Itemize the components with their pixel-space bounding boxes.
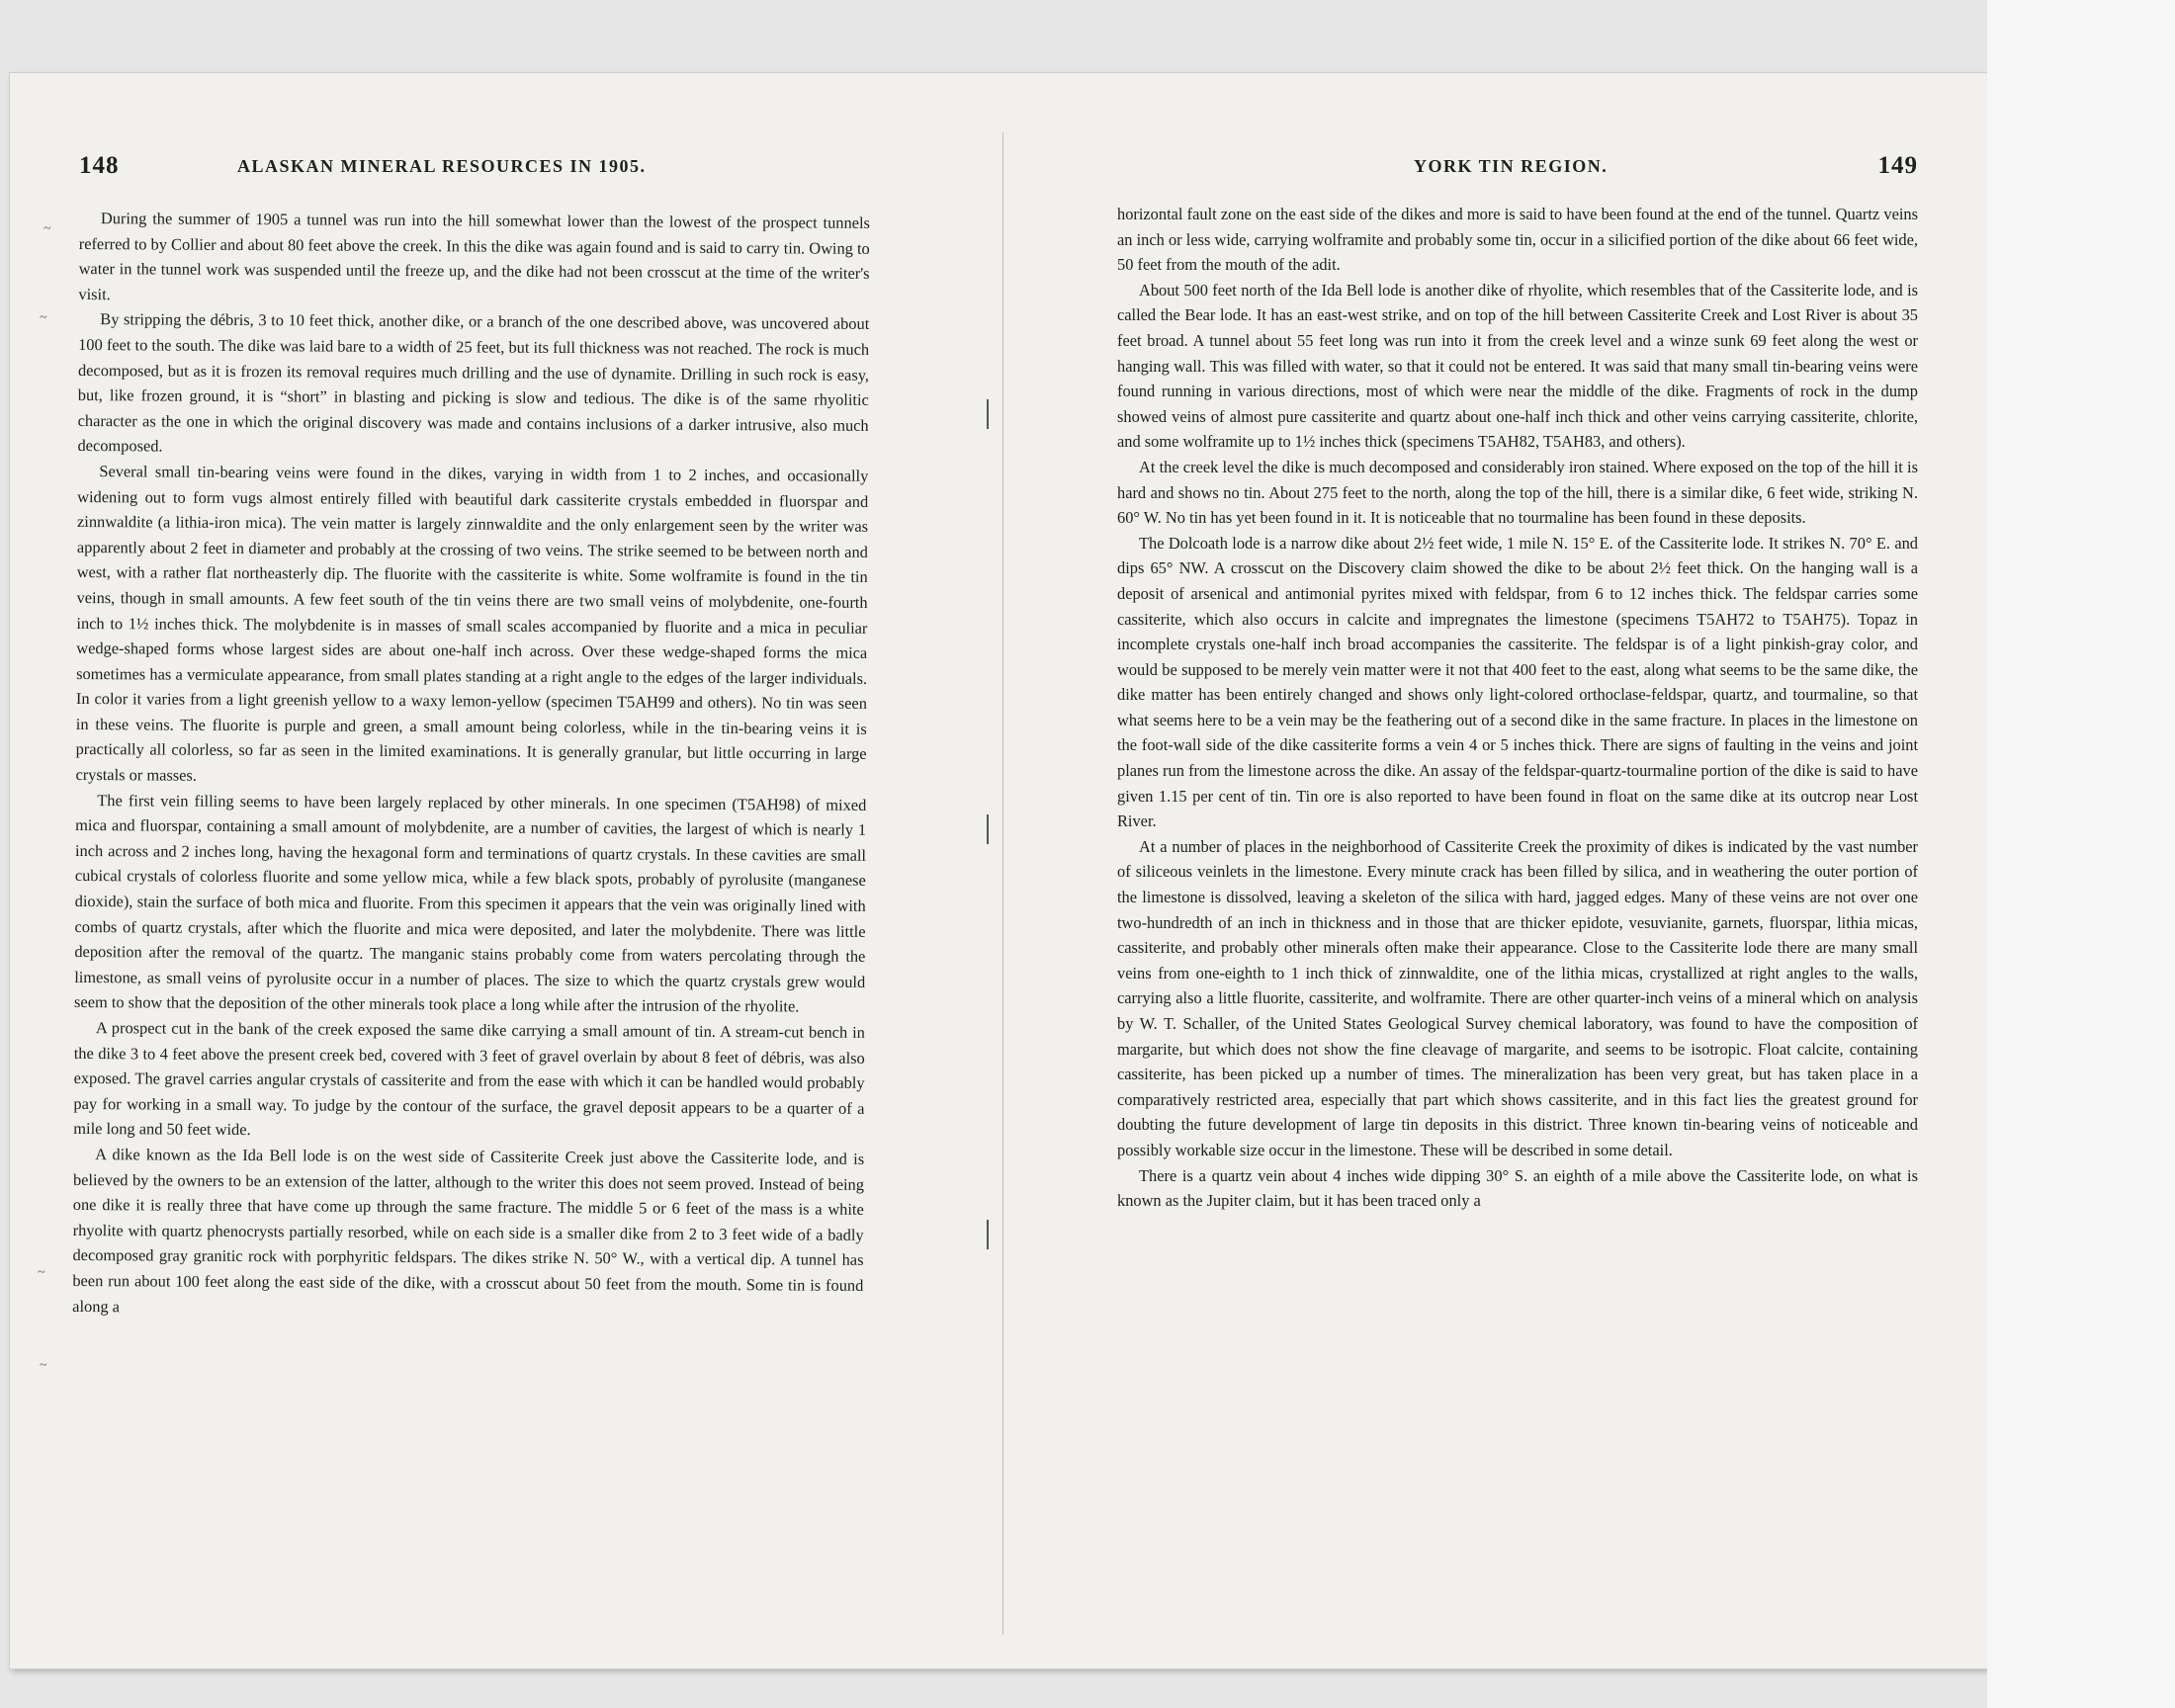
paragraph: The Dolcoath lode is a narrow dike about 2½ feet wide, 1 mile N. 15° E. of the Cassiterite lode. It strikes N. 70° E. and dips 65° NW. A crosscut on the Discovery claim showed the dike to be about 2½ feet thick. On the hanging wall is a deposit of arsenical and antimonial pyrites mixed with feldspar, from 6 to 12 inches thick. The feldspar carries some cassiterite, which also occurs in calcite and impregnates the limestone (specimens T5AH72 to T5AH75). Topaz in incomplete crystals one-half inch broad accompanies the cassiterite. The feldspar is of a light pinkish-gray color, and would be supposed to be merely vein matter were it not that 400 feet to the east, along what seems to be the same dike, the dike matter has been entirely changed and shows only light-colored orthoclase-feldspar, quartz, and tourmaline, so that what seems here to be a vein may be the feathering out of a second dike in the same fracture. In places in the limestone on the foot-wall side of the dike cassiterite forms a vein 4 or 5 inches thick. There are signs of faulting in the veins and joint planes run from the limestone across the dike. An assay of the feldspar-quartz-tourmaline portion of the dike is said to have given 1.15 per cent of tin. Tin ore is also reported to have been found in float on the same dike at its outcrop near Lost River. <box>1117 533 1918 831</box>
left-page-header <box>79 152 870 182</box>
scan-background <box>1987 0 2175 1708</box>
paragraph: During the summer of 1905 a tunnel was run into the hill somewhat lower than the lowest of the prospect tunnels referred to by Collier and about 80 feet above the creek. In this the dike was again found and is said to carry tin. Owing to water in the tunnel work was suspended until the freeze up, and the dike had not been crosscut at the time of the writer's visit. <box>78 209 870 303</box>
gutter-line <box>1002 132 1003 1635</box>
margin-mark: ~ <box>40 1358 47 1373</box>
margin-mark: ~ <box>40 310 47 325</box>
page-number: 149 <box>1877 152 1918 179</box>
right-page-header <box>1117 152 1918 182</box>
paragraph: About 500 feet north of the Ida Bell lode is another dike of rhyolite, which resembles that of the Cassiterite lode, and is called the Bear lode. It has an east-west strike, and on top of the hill between Cassiterite Creek and Lost River is about 35 feet broad. A tunnel about 55 feet long was run into it from the creek level and a winze sunk 69 feet along the west or hanging wall. This was filled with water, so that it could not be entered. It was said that many small tin-bearing veins were found running in various directions, most of which were near the middle of the dike. Fragments of rock in the dump showed veins of almost pure cassiterite and quartz about one-half inch thick and other veins carrying cassiterite, chlorite, and some wolframite up to 1½ inches thick (specimens T5AH82, T5AH83, and others). <box>1117 280 1918 452</box>
running-title: ALASKAN MINERAL RESOURCES IN 1905. <box>237 156 647 176</box>
margin-mark: ~ <box>38 1265 45 1280</box>
gutter-mark <box>987 1220 993 1249</box>
paragraph: horizontal fault zone on the east side of the dikes and more is said to have been found at the end of the tunnel. Quartz veins an inch or less wide, carrying wolframite and probably some tin, occur in a silicified portion of the dike about 66 feet wide, 50 feet from the mouth of the adit. <box>1117 205 1918 275</box>
paragraph: A prospect cut in the bank of the creek exposed the same dike carrying a small amount of tin. A stream-cut bench in the dike 3 to 4 feet above the present creek bed, covered with 3 feet of gravel overlain by about 8 feet of débris, was also exposed. The gravel carries angular crystals of cassiterite and from the ease with which it can be handled would probably pay for working in a small way. To judge by the contour of the surface, the gravel deposit appears to be a quarter of a mile long and 50 feet wide. <box>73 1018 865 1140</box>
running-title: YORK TIN REGION. <box>1414 156 1609 176</box>
paragraph: There is a quartz vein about 4 inches wide dipping 30° S. an eighth of a mile above the Cassiterite lode, on what is known as the Jupiter claim, but it has been traced only a <box>1117 1165 1918 1211</box>
page-number: 148 <box>79 152 120 179</box>
gutter-mark <box>987 814 993 844</box>
right-page <box>1008 73 1987 1668</box>
paragraph: At a number of places in the neighborhood of Cassiterite Creek the proximity of dikes is indicated by the vast number of siliceous veinlets in the limestone. Every minute crack has been filled by silica, and in weathering the outer portion of the limestone is dissolved, leaving a skeleton of the silica with hard, jagged edges. Many of these veins are not over one two-hundredth of an inch in thickness and in those that are thicker epidote, vesuvianite, garnets, fluorspar, lithia micas, cassiterite, and probably other minerals often make their appearance. Close to the Cassiterite lode there are many small veins from one-eighth to 1 inch thick of zinnwaldite, one of the lithia micas, crystallized at right angles to the walls, carrying also a little fluorite, cassiterite, and wolframite. There are other quarter-inch veins of a mineral which on analysis by W. T. Schaller, of the United States Geological Survey chemical laboratory, was found to have the composition of margarite, but which does not show the fine cleavage of margarite, and seems to be isotropic. Float calcite, containing cassiterite, has been picked up a number of times. The mineralization has been very great, but has taken place in a comparatively restricted area, especially that part which shows cassiterite, and in this fact lies the greatest ground for doubting the future development of large tin deposits in this district. Three known tin-bearing veins of noticeable and possibly workable size occur in the limestone. These will be described in some detail. <box>1117 836 1918 1159</box>
paragraph: At the creek level the dike is much decomposed and considerably iron stained. Where exposed on the top of the hill it is hard and shows no tin. About 275 feet to the north, along the top of the hill, there is a similar dike, 6 feet wide, striking N. 60° W. No tin has yet been found in it. It is noticeable that no tourmaline has been found in these deposits. <box>1117 457 1918 528</box>
right-page-body <box>1117 202 1918 1214</box>
gutter-mark <box>987 399 993 429</box>
paragraph: By stripping the débris, 3 to 10 feet thick, another dike, or a branch of the one described above, was uncovered about 100 feet to the south. The dike was laid bare to a width of 25 feet, but its full thickness was not reached. The rock is much decomposed, but as it is frozen its removal requires much drilling and the use of dynamite. Drilling in such rock is easy, but, like frozen ground, it is “short” in blasting and picking is slow and tedious. The dike is of the same rhyolitic character as the one in which the original discovery was made and contains inclusions of a darker intrusive, also much decomposed. <box>77 309 870 456</box>
margin-mark: ~ <box>44 221 51 236</box>
left-page <box>10 73 999 1668</box>
paragraph: The first vein filling seems to have been largely replaced by other minerals. In one specimen (T5AH98) of mixed mica and fluorspar, containing a small amount of molybdenite, are a number of cavities, the largest of which is nearly 1 inch across and 2 inches long, having the hexagonal form and terminations of quartz crystals. In these cavities are small cubical crystals of colorless fluorite and some yellow mica, while a few black spots, probably of pyrolusite (manganese dioxide), stain the surface of both mica and fluorite. From this specimen it appears that the vein was originally lined with combs of quartz crystals, after which the fluorite and mica were deposited, and later the molybdenite. There was little deposition after the removal of the quartz. The manganic stains probably come from waters percolating through the limestone, as small veins of pyrolusite occur in a number of places. The size to which the quartz crystals grew would seem to show that the deposition of the other minerals took place a long while after the intrusion of the rhyolite. <box>74 790 867 1016</box>
paragraph: A dike known as the Ida Bell lode is on the west side of Cassiterite Creek just above the Cassiterite lode, and is believed by the owners to be an extension of the latter, although to the writer this does not seem proved. Instead of being one dike it is really three that have come up through the same fracture. The middle 5 or 6 feet of the mass is a white rhyolite with quartz phenocrysts partially resorbed, while on each side is a smaller dike from 2 to 3 feet wide of a badly decomposed gray granitic rock with porphyritic feldspars. The dikes strike N. 50° W., with a vertical dip. A tunnel has been run about 100 feet along the east side of the dike, with a crosscut about 50 feet from the mouth. Some tin is found along a <box>72 1145 865 1316</box>
book-spread <box>10 73 1987 1668</box>
left-page-body <box>72 206 870 1324</box>
paragraph: Several small tin-bearing veins were found in the dikes, varying in width from 1 to 2 inches, and occasionally widening out to form vugs almost entirely filled with beautiful dark cassiterite crystals embedded in fluorspar and zinnwaldite (a lithia-iron mica). The vein matter is largely zinnwaldite and the only enlargement seen by the writer was apparently about 2 feet in diameter and probably at the crossing of two veins. The strike seemed to be between north and west, with a rather flat northeasterly dip. The fluorite with the cassiterite is white. Some wolframite is found in the tin veins, though in small amounts. A few feet south of the tin veins there are two small veins of molybdenite, one-fourth inch to 1½ inches thick. The molybdenite is in masses of small scales accompanied by fluorite and a mica in peculiar wedge-shaped forms whose largest sides are about one-half inch across. Over these wedge-shaped forms the mica sometimes has a vermiculate appearance, from small plates standing at a right angle to the edges of the larger individuals. In color it varies from a light greenish yellow to a waxy lemon-yellow (specimen T5AH99 and others). No tin was seen in these veins. The fluorite is purple and green, a small amount being colorless, while in the tin-bearing veins it is practically all colorless, so far as seen in the limited examinations. It is generally granular, but little occurring in large crystals or masses. <box>75 462 869 785</box>
